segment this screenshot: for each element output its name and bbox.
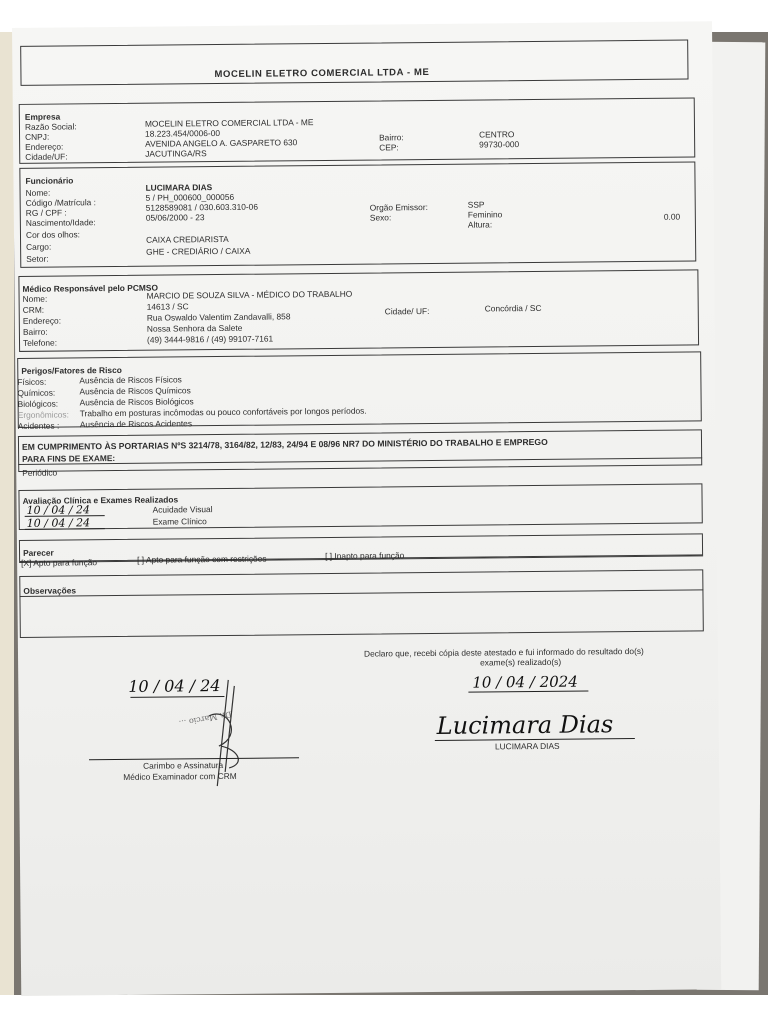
medico-endereco-label: Endereço: — [22, 315, 62, 326]
risco-ergonomico-value: Trabalho em posturas incômodas ou pouco confortáveis por longos períodos. — [79, 405, 367, 419]
endereco-label: Endereço: — [25, 141, 64, 152]
company-title: MOCELIN ELETRO COMERCIAL LTDA - ME — [214, 66, 430, 81]
orgao-label: Orgão Emissor: — [369, 202, 428, 213]
exame-1-date: 10 / 04 / 24 — [26, 503, 91, 517]
sexo-label: Sexo: — [369, 212, 392, 223]
risco-quimico-value: Ausência de Riscos Químicos — [79, 385, 191, 397]
func-nome-value: LUCIMARA DIAS — [145, 182, 213, 193]
cep-label: CEP: — [379, 142, 399, 153]
bairro-label: Bairro: — [379, 132, 404, 143]
medico-caption-2: Médico Examinador com CRM — [123, 770, 237, 782]
restricoes-mark: [ ] — [137, 554, 145, 565]
cargo-value: CAIXA CREDIARISTA — [145, 233, 229, 245]
declaracao-line-2: exame(s) realizado(s) — [480, 656, 562, 668]
func-nome-label: Nome: — [25, 187, 51, 198]
risco-acidente-label: Acidentes : — [17, 420, 60, 431]
parecer-section-title: Parecer — [22, 547, 54, 558]
medico-sign-date: 10 / 04 / 24 — [128, 676, 221, 696]
setor-label: Setor: — [26, 253, 49, 264]
codigo-value: 5 / PH_000600_000056 — [145, 191, 235, 203]
avaliacao-box — [18, 483, 702, 530]
cnpj-label: CNPJ: — [24, 131, 50, 142]
observacoes-section-title: Observações — [23, 585, 77, 596]
funcionario-name: LUCIMARA DIAS — [494, 740, 560, 752]
backdrop-bottom — [0, 995, 768, 1024]
risco-quimico-label: Químicos: — [17, 387, 56, 398]
risco-biologico-label: Biológicos: — [17, 398, 59, 409]
observacoes-box — [19, 569, 704, 638]
telefone-value: (49) 3444-9816 / (49) 99107-7161 — [146, 333, 274, 345]
bairro-value: CENTRO — [478, 129, 515, 140]
medico-cidade-value: Concórdia / SC — [484, 302, 542, 314]
parecer-inapto-checkbox[interactable] — [325, 550, 404, 561]
avaliacao-section-title: Avaliação Clínica e Exames Realizados — [22, 494, 179, 506]
risco-biologico-value: Ausência de Riscos Biológicos — [79, 396, 194, 408]
risco-fisico-label: Físicos: — [17, 376, 47, 387]
aso-document — [12, 21, 721, 996]
funcionario-box — [19, 161, 696, 267]
orgao-value: SSP — [467, 199, 485, 210]
apto-mark: [X] — [21, 557, 32, 568]
cep-value: 99730-000 — [479, 139, 520, 150]
altura-label: Altura: — [467, 219, 493, 230]
endereco-value: AVENIDA ANGELO A. GASPARETO 630 — [145, 137, 298, 149]
exame-1-name: Acuidade Visual — [152, 504, 213, 515]
declaracao-line-1: Declaro que, recebi cópia deste atestado e fui informado do resultado do(s) — [363, 645, 644, 659]
exame-tipo: Periódico — [22, 467, 58, 478]
olhos-label: Cor dos olhos: — [25, 229, 81, 240]
exame-2-date: 10 / 04 / 24 — [26, 516, 91, 530]
sexo-value: Feminino — [467, 209, 503, 220]
medico-cidade-label: Cidade/ UF: — [384, 306, 430, 317]
medico-bairro-value: Nossa Senhora da Salete — [146, 322, 243, 334]
nascimento-value: 05/06/2000 - 23 — [145, 212, 205, 223]
empresa-box — [19, 97, 696, 163]
medico-section-title: Médico Responsável pelo PCMSO — [22, 282, 158, 294]
parecer-apto-checkbox[interactable] — [21, 557, 97, 568]
medico-nome-value: MARCIO DE SOUZA SILVA - MÉDICO DO TRABALHO — [146, 288, 353, 301]
crm-label: CRM: — [22, 304, 45, 315]
cargo-label: Cargo: — [26, 241, 52, 252]
risco-ergonomico-label: Ergonômicos: — [17, 409, 69, 420]
exame-2-date-line — [25, 528, 105, 530]
medico-nome-label: Nome: — [22, 293, 48, 304]
medico-box — [18, 269, 699, 352]
medico-endereco-value: Rua Oswaldo Valentim Zandavalli, 858 — [146, 311, 291, 323]
nascimento-label: Nascimento/Idade: — [25, 217, 96, 228]
funcionario-section-title: Funcionário — [25, 175, 74, 186]
rg-label: RG / CPF : — [25, 207, 67, 218]
medico-bairro-label: Bairro: — [22, 326, 48, 337]
altura-value: 0.00 — [663, 211, 681, 222]
risco-acidente-value: Ausência de Riscos Acidentes — [79, 418, 193, 430]
cidade-value: JACUTINGA/RS — [145, 148, 207, 159]
funcionario-signature: Lucimara Dias — [436, 710, 614, 740]
risco-fisico-value: Ausência de Riscos Físicos — [79, 374, 182, 386]
parecer-restricoes-checkbox[interactable] — [137, 554, 267, 565]
funcionario-sign-date: 10 / 04 / 2024 — [472, 672, 578, 692]
cidade-label: Cidade/UF: — [25, 151, 68, 162]
portarias-heading: EM CUMPRIMENTO ÀS PORTARIAS NºS 3214/78, 3164/82, 12/83, 24/94 E 08/96 NR7 DO MINISTÉRIO DO TRABALHO E EMPREGO — [21, 436, 548, 452]
medico-caption-1: Carimbo e Assinatura — [143, 760, 224, 771]
exame-2-name: Exame Clínico — [152, 516, 207, 527]
telefone-label: Telefone: — [22, 337, 58, 348]
medico-stamp: Dr. Marcio ... — [178, 709, 233, 728]
apto-label: Apto para função — [33, 557, 98, 568]
inapto-mark: [ ] — [325, 550, 333, 562]
rg-value: 5128589081 / 030.603.310-06 — [145, 201, 259, 213]
restricoes-label: Apto para função com restrições — [145, 553, 267, 565]
empresa-section-title: Empresa — [24, 111, 61, 122]
portarias-subheading: PARA FINS DE EXAME: — [22, 453, 116, 464]
crm-value: 14613 / SC — [146, 301, 189, 312]
cnpj-value: 18.223.454/0006-00 — [144, 128, 221, 139]
riscos-section-title: Perigos/Fatores de Risco — [21, 364, 122, 376]
funcionario-sign-date-line — [468, 690, 588, 692]
razao-label: Razão Social: — [24, 121, 77, 132]
backdrop-left — [0, 32, 14, 995]
codigo-label: Código /Matrícula : — [25, 197, 97, 208]
header-box — [20, 40, 688, 86]
setor-value: GHE - CREDIÁRIO / CAIXA — [146, 245, 251, 257]
inapto-label: Inapto para função — [334, 550, 405, 561]
razao-value: MOCELIN ELETRO COMERCIAL LTDA - ME — [144, 117, 314, 129]
